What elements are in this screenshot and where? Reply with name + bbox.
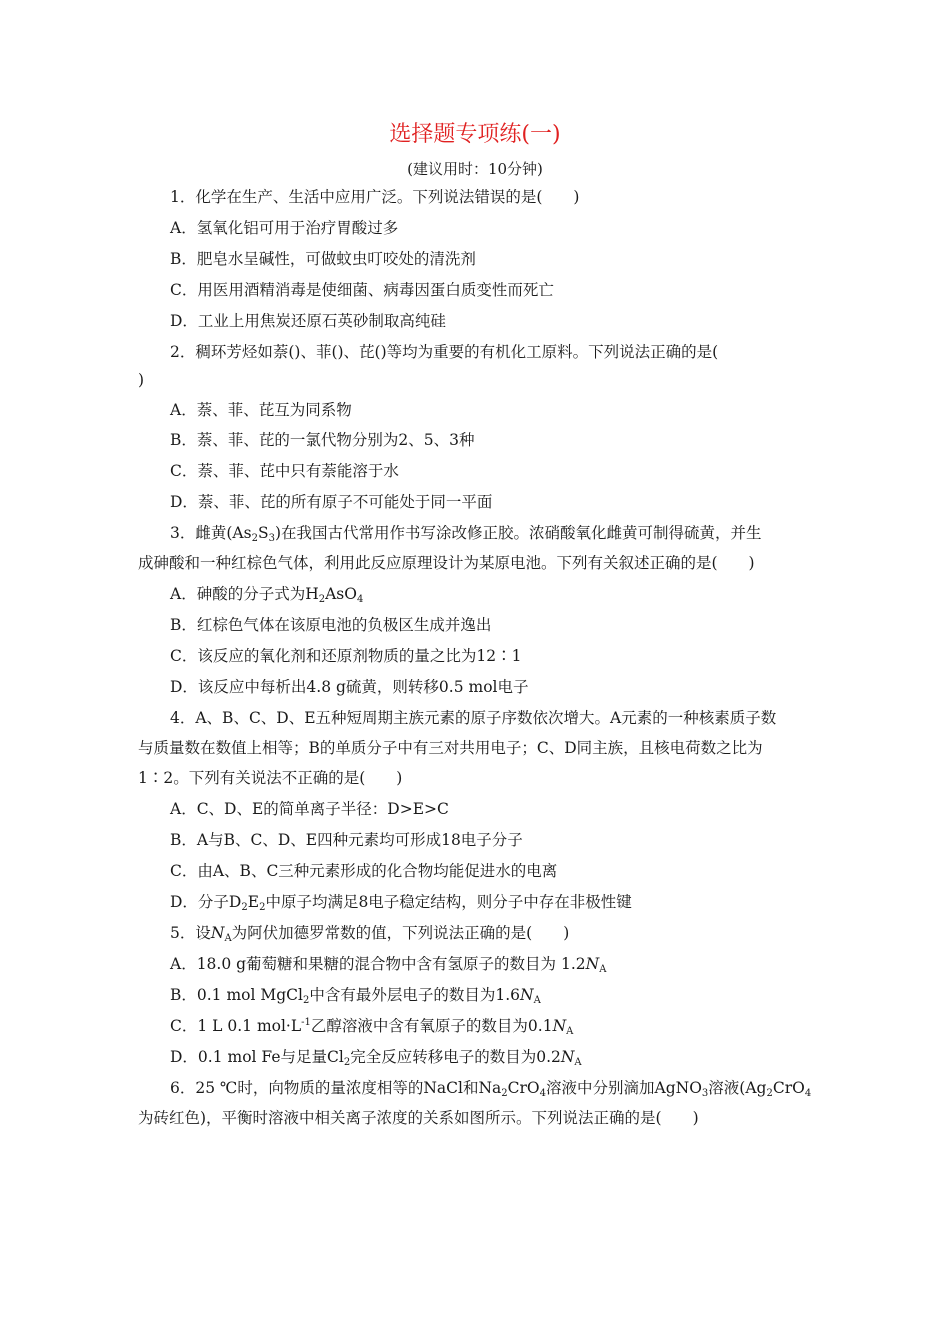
q2-option-a: A．萘、菲、芘互为同系物 [170, 401, 352, 419]
q3-option-a: A．砷酸的分子式为$H_2AsO_4$ [170, 585, 364, 605]
q4-option-c: C．由A、B、C三种元素形成的化合物均能促进水的电离 [170, 862, 558, 880]
q1-stem: 1．化学在生产、生活中应用广泛。下列说法错误的是( ) [170, 188, 580, 206]
q3-stem-cont: 成砷酸和一种红棕色气体，利用此反应原理设计为某原电池。下列有关叙述正确的是( ) [138, 554, 755, 572]
q2-stem-cont: ) [138, 371, 145, 389]
q5-option-a: A．18.0 g葡萄糖和果糖的混合物中含有氢原子的数目为 $1.2N_A$ [170, 955, 607, 975]
page-title: 选择题专项练(一) [389, 122, 561, 147]
q4-option-d: D．分子$D_2E_2$中原子均满足8电子稳定结构，则分子中存在非极性键 [170, 893, 632, 913]
q4-stem-cont1: 与质量数在数值上相等；B的单质分子中有三对共用电子；C、D同主族，且核电荷数之比为 [138, 739, 763, 757]
q4-option-a: A．C、D、E的简单离子半径：D>E>C [170, 800, 449, 818]
q6-stem: 6．25 ℃时，向物质的量浓度相等的NaCl和$Na_2CrO_4$溶液中分别滴加AgNO$_3$溶液($Ag_2CrO_4$ [170, 1079, 812, 1099]
q4-stem-cont2: 1∶2。下列有关说法不正确的是( ) [138, 769, 403, 787]
q1-option-b: B．肥皂水呈碱性，可做蚊虫叮咬处的清洗剂 [170, 250, 476, 268]
q3-option-c: C．该反应的氧化剂和还原剂物质的量之比为12∶1 [170, 647, 522, 665]
q2-option-d: D．萘、菲、芘的所有原子不可能处于同一平面 [170, 493, 493, 511]
q5-option-d: D．0.1 mol Fe与足量$Cl_2$完全反应转移电子的数目为$0.2N_A$ [170, 1048, 582, 1068]
q5-option-c: C．1 L 0.1 $mol\cdot L^{-1}$乙醇溶液中含有氧原子的数目为$0.1N_A$ [170, 1017, 574, 1037]
q2-option-c: C．萘、菲、芘中只有萘能溶于水 [170, 462, 399, 480]
q1-option-c: C．用医用酒精消毒是使细菌、病毒因蛋白质变性而死亡 [170, 281, 554, 299]
q5-stem: 5．设$N_A$为阿伏加德罗常数的值，下列说法正确的是( ) [170, 924, 570, 944]
q4-option-b: B．A与B、C、D、E四种元素均可形成18电子分子 [170, 831, 523, 849]
q1-option-a: A．氢氧化铝可用于治疗胃酸过多 [170, 219, 399, 237]
time-suggestion: (建议用时：10分钟) [407, 160, 543, 178]
q6-stem-cont: 为砖红色)，平衡时溶液中相关离子浓度的关系如图所示。下列说法正确的是( ) [138, 1109, 699, 1127]
q5-option-b: B．0.1 mol MgCl$_2$中含有最外层电子的数目为$1.6N_A$ [170, 986, 541, 1006]
q2-stem: 2．稠环芳烃如萘()、菲()、芘()等均为重要的有机化工原料。下列说法正确的是( [170, 343, 719, 361]
q3-option-b: B．红棕色气体在该原电池的负极区生成并逸出 [170, 616, 492, 634]
q4-stem: 4．A、B、C、D、E五种短周期主族元素的原子序数依次增大。A元素的一种核素质子数 [170, 709, 777, 727]
q3-option-d: D．该反应中每析出4.8 g硫黄，则转移0.5 mol电子 [170, 678, 529, 696]
q1-option-d: D．工业上用焦炭还原石英砂制取高纯硅 [170, 312, 446, 330]
q3-stem: 3．雌黄$(As_2S_3)$在我国古代常用作书写涂改修正胶。浓硝酸氧化雌黄可制得硫黄，并生 [170, 524, 762, 544]
q2-option-b: B．萘、菲、芘的一氯代物分别为2、5、3种 [170, 431, 475, 449]
